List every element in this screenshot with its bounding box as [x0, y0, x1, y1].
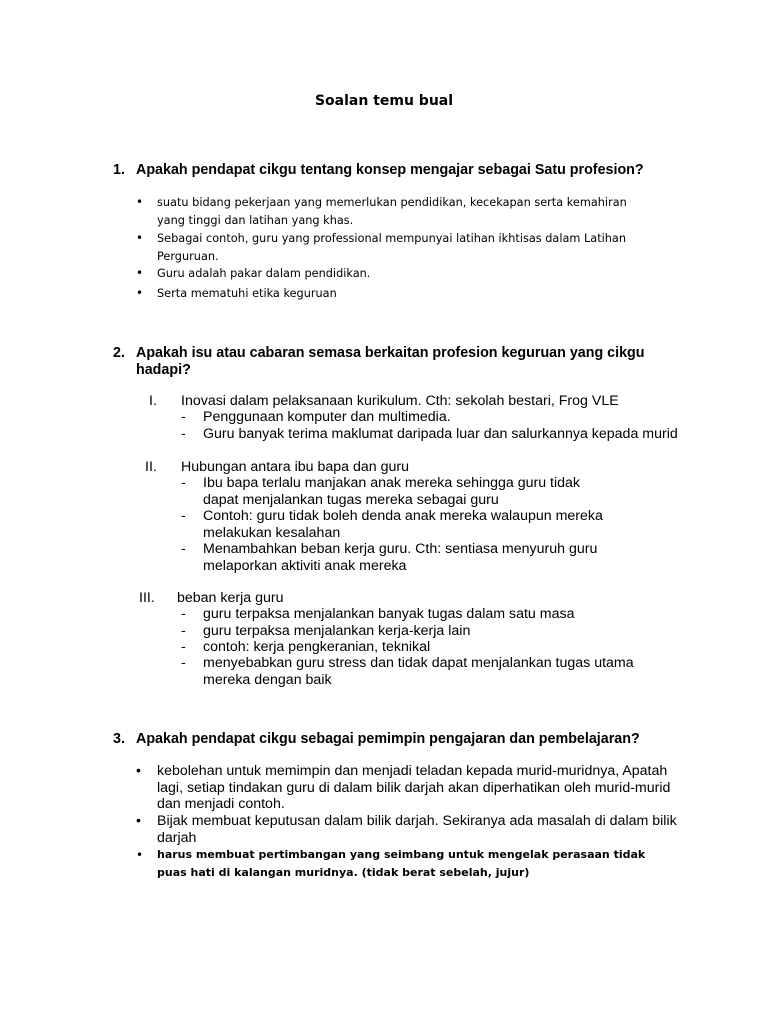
list-item [136, 265, 657, 283]
bullet-icon: • [136, 286, 144, 300]
section-heading: Inovasi dalam pelaksanaan kurikulum. Cth: sekolah bestari, Frog VLE [181, 393, 619, 409]
list-item-text: Guru banyak terima maklumat daripada luar dan salurkannya kepada murid [203, 426, 678, 442]
question-text: Apakah isu atau cabaran semasa berkaitan profesion keguruan yang cikgu hadapi? [136, 345, 645, 378]
question-3 [113, 731, 653, 748]
list-item-text: Serta mematuhi etika keguruan [157, 287, 337, 300]
section-numeral: III. [139, 590, 155, 606]
list-item: - Penggunaan komputer dan multimedia. [181, 409, 691, 426]
list-item-text: guru terpaksa menjalankan banyak tugas dalam satu masa [203, 606, 575, 622]
list-item-text: kebolehan untuk memimpin dan menjadi teladan kepada murid-muridnya, Apatah lagi, setiap tindakan guru di dalam bilik darjah akan diperhatikan oleh murid-murid dan menjadi contoh. [157, 763, 671, 812]
list-item-text: Contoh: guru tidak boleh denda anak mereka walaupun mereka melakukan kesalahan [203, 508, 603, 541]
section-numeral: I. [149, 393, 157, 409]
list-item [136, 194, 657, 229]
list-item [136, 230, 677, 265]
bullet-icon: • [136, 266, 144, 280]
list-item [136, 813, 677, 846]
list-item-text: suatu bidang pekerjaan yang memerlukan pendidikan, kecekapan serta kemahiran yang tinggi dan latihan yang khas. [157, 196, 627, 227]
list-item-text: Bijak membuat keputusan dalam bilik darjah. Sekiranya ada masalah di dalam bilik darjah [157, 813, 677, 846]
list-item [136, 763, 677, 813]
list-item-text: harus membuat pertimbangan yang seimbang untuk mengelak perasaan tidak puas hati di kalangan muridnya. (tidak berat sebelah, jujur) [157, 848, 646, 879]
list-item-text: Ibu bapa terlalu manjakan anak mereka sehingga guru tidak dapat menjalankan tugas mereka sebagai guru [203, 475, 581, 508]
list-item: - menyebabkan guru stress dan tidak dapat menjalankan tugas utama mereka dengan baik [181, 655, 681, 688]
list-item-text: contoh: kerja pengkeranian, teknikal [203, 639, 431, 655]
section-numeral: II. [145, 459, 157, 475]
list-item [136, 285, 657, 303]
list-item: - Ibu bapa terlalu manjakan anak mereka sehingga guru tidak dapat menjalankan tugas mereka sebagai guru [181, 475, 601, 508]
bullet-icon: • [136, 231, 144, 245]
list-item: - Contoh: guru tidak boleh denda anak mereka walaupun mereka melakukan kesalahan [181, 508, 671, 541]
list-item [136, 846, 677, 882]
list-item: - contoh: kerja pengkeranian, teknikal [181, 639, 691, 656]
section-heading: beban kerja guru [177, 590, 284, 606]
bullet-icon: • [136, 195, 144, 209]
question-number: 2. [113, 345, 125, 361]
list-item-text: menyebabkan guru stress dan tidak dapat menjalankan tugas utama mereka dengan baik [203, 655, 634, 688]
list-item: - Guru banyak terima maklumat daripada luar dan salurkannya kepada murid [181, 426, 691, 443]
question-2 [113, 345, 653, 379]
list-item-text: Menambahkan beban kerja guru. Cth: sentiasa menyuruh guru melaporkan aktiviti anak mereka [203, 541, 598, 574]
list-item: - Menambahkan beban kerja guru. Cth: sentiasa menyuruh guru melaporkan aktiviti anak mereka [181, 541, 671, 574]
list-item: - guru terpaksa menjalankan banyak tugas dalam satu masa [181, 606, 691, 623]
list-item-text: Penggunaan komputer dan multimedia. [203, 409, 451, 425]
question-1 [113, 162, 653, 179]
question-text: Apakah pendapat cikgu tentang konsep mengajar sebagai Satu profesion? [136, 162, 644, 178]
list-item-text: Sebagai contoh, guru yang professional mempunyai latihan ikhtisas dalam Latihan Perguruan. [157, 232, 627, 263]
question-text: Apakah pendapat cikgu sebagai pemimpin pengajaran dan pembelajaran? [136, 731, 640, 747]
list-item: - guru terpaksa menjalankan kerja-kerja lain [181, 623, 691, 640]
list-item-text: Guru adalah pakar dalam pendidikan. [157, 267, 371, 280]
bullet-icon: • [136, 763, 141, 779]
bullet-icon: • [136, 848, 144, 862]
question-number: 1. [113, 162, 125, 178]
list-item-text: guru terpaksa menjalankan kerja-kerja lain [203, 623, 471, 639]
question-number: 3. [113, 731, 125, 747]
page-title: Soalan temu bual [314, 93, 454, 109]
bullet-icon: • [136, 813, 141, 829]
section-heading: Hubungan antara ibu bapa dan guru [181, 459, 409, 475]
